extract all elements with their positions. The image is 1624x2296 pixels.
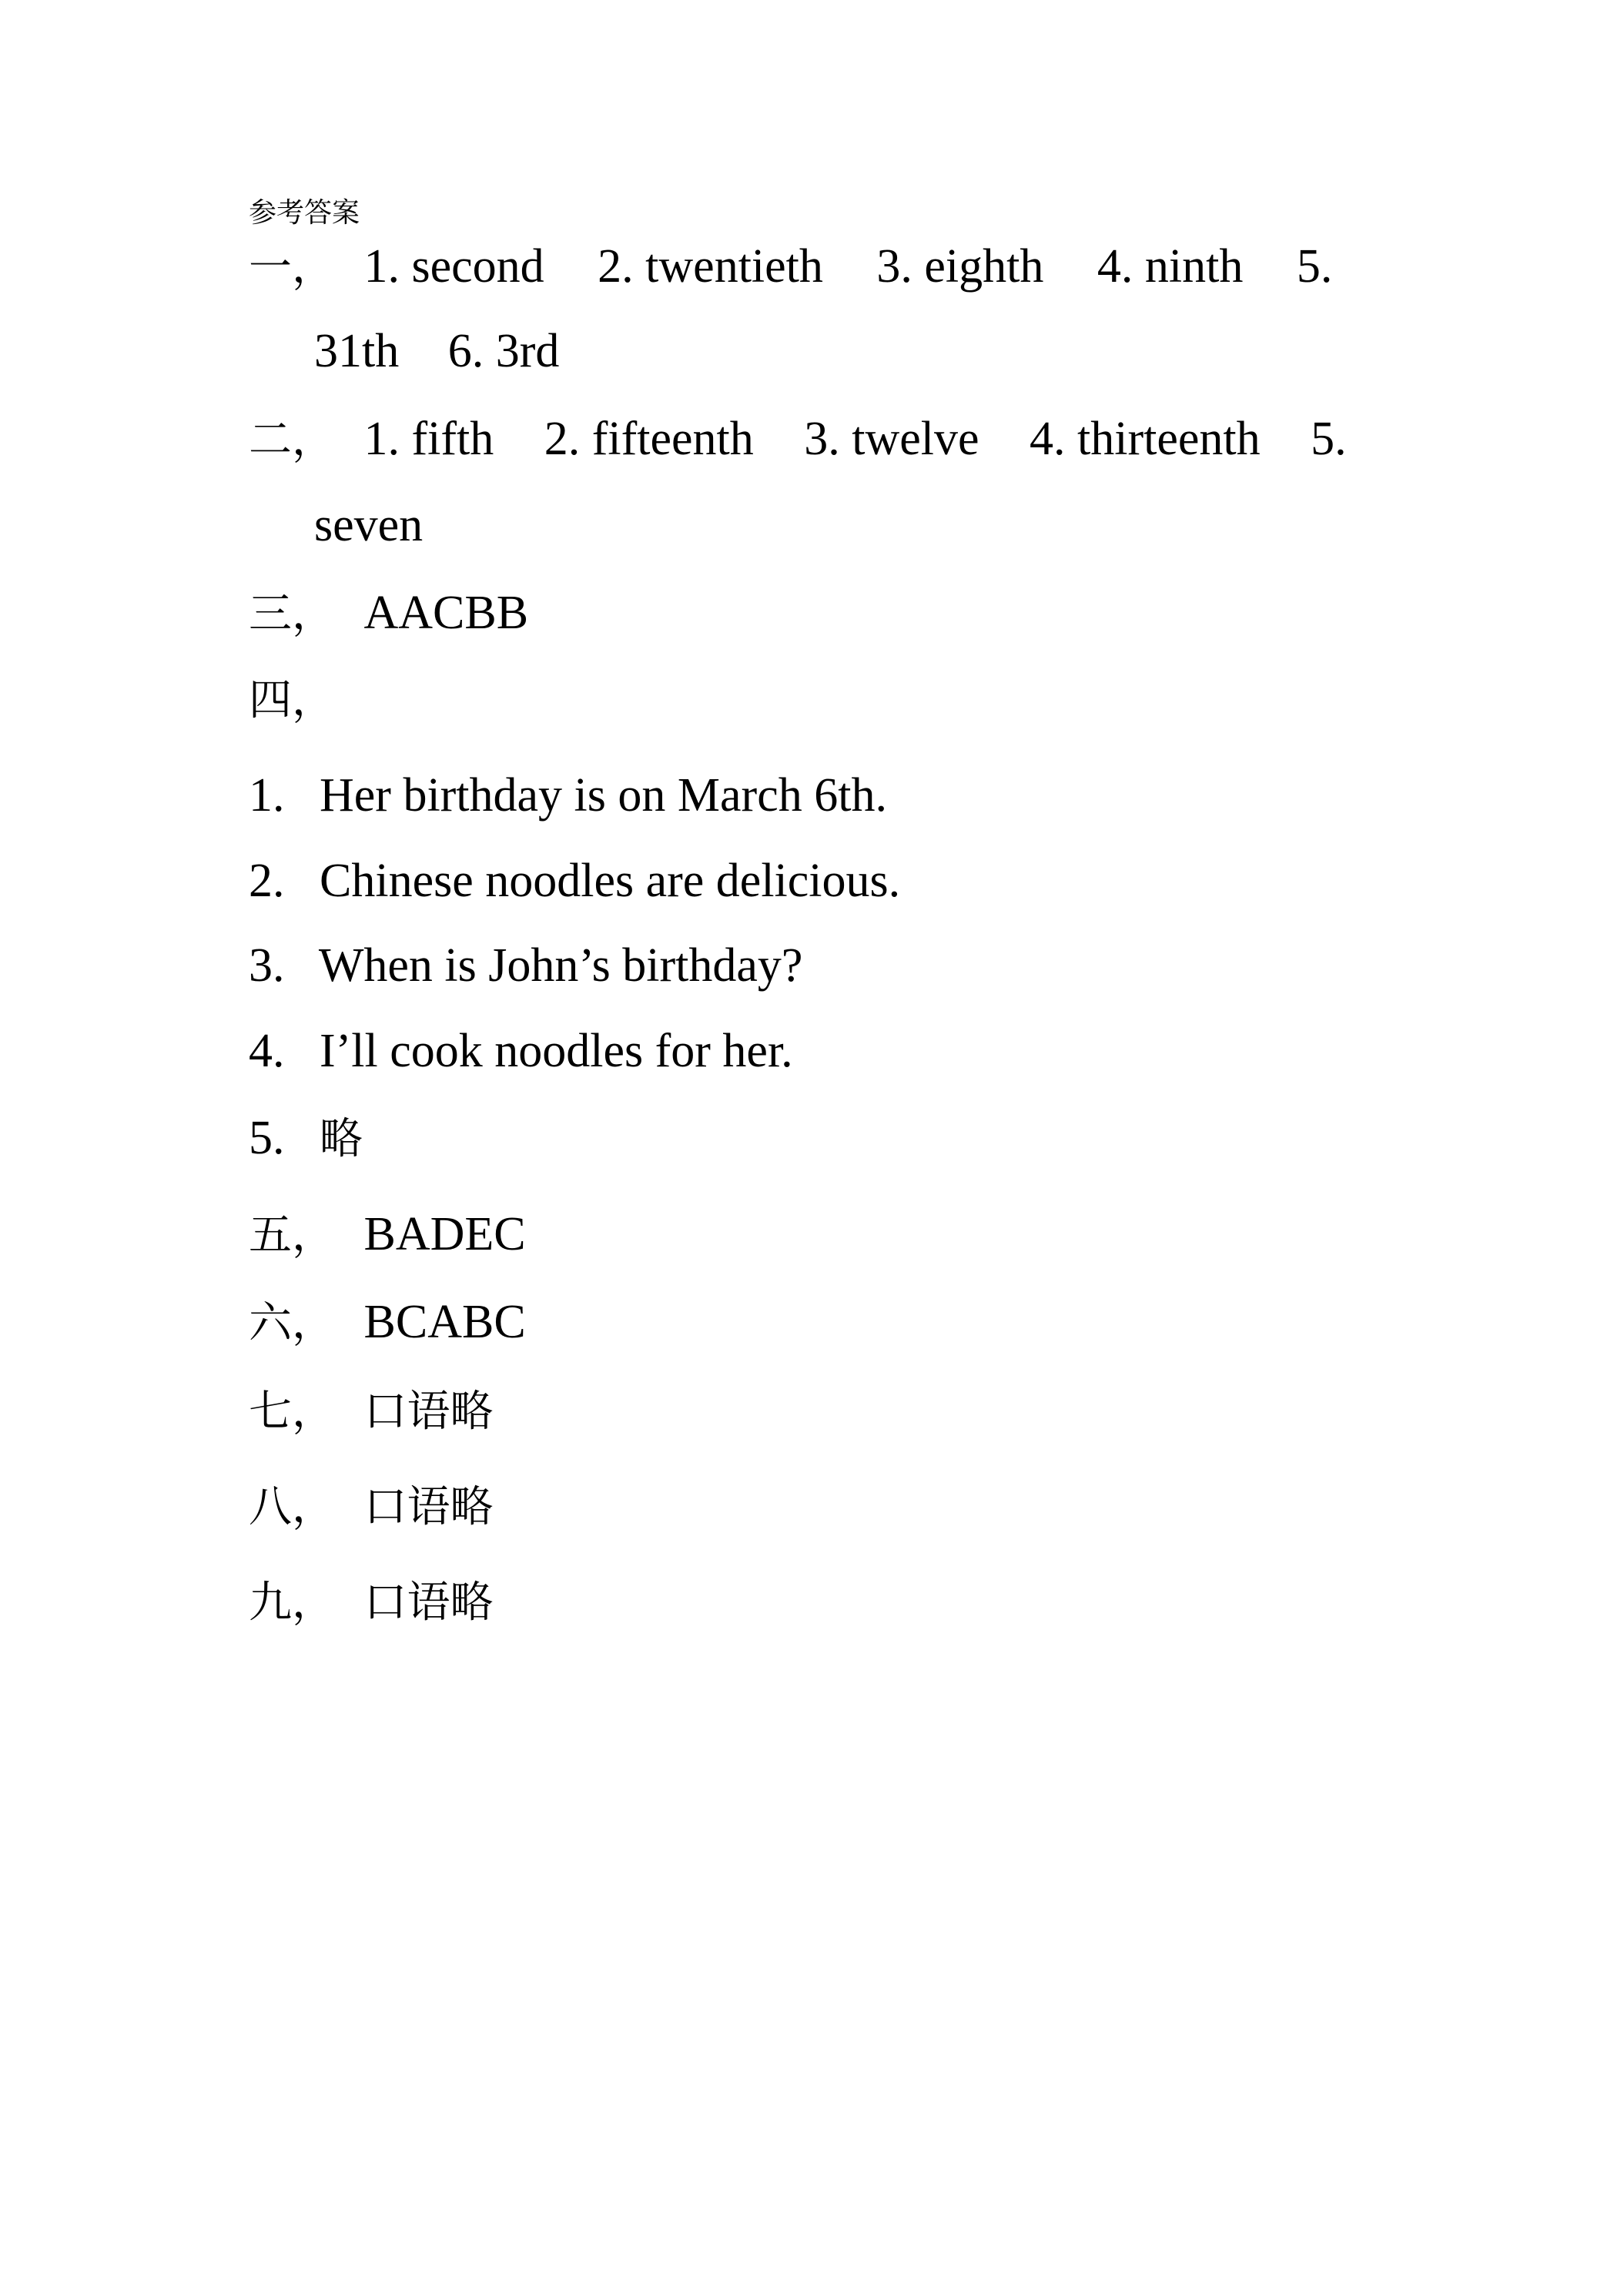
section-1-item-2: 2. twentieth bbox=[598, 240, 823, 293]
section-5-marker: 五， bbox=[249, 1210, 335, 1260]
section-7-answer: 口语略 bbox=[363, 1387, 494, 1437]
section-4-item-5-text: 略 bbox=[320, 1114, 363, 1164]
section-4-marker: 四， bbox=[249, 675, 335, 725]
section-6-marker: 六， bbox=[249, 1298, 335, 1348]
section-7-marker: 七， bbox=[249, 1387, 335, 1437]
section-6-line bbox=[249, 1293, 526, 1353]
section-4-item-3-text: When is John’s birthday? bbox=[318, 939, 803, 992]
section-1-line-2 bbox=[314, 322, 559, 380]
section-2-item-5: 5. bbox=[1311, 413, 1347, 465]
section-1-line-1 bbox=[249, 237, 1332, 297]
section-6-answer: BCABC bbox=[363, 1296, 526, 1348]
section-5-line bbox=[249, 1205, 526, 1265]
section-1-cont-1: 31th bbox=[314, 325, 400, 377]
section-1-item-1: 1. second bbox=[363, 240, 544, 293]
section-3-line bbox=[249, 584, 528, 644]
section-1-item-4: 4. ninth bbox=[1097, 240, 1244, 293]
section-4-marker-line bbox=[249, 670, 335, 730]
section-4-item-3 bbox=[249, 936, 802, 995]
section-9-marker: 九， bbox=[249, 1578, 335, 1628]
section-7-line bbox=[249, 1381, 494, 1441]
section-4-item-4-num: 4. bbox=[249, 1025, 285, 1077]
section-3-answer: AACBB bbox=[363, 587, 529, 639]
section-8-line bbox=[249, 1477, 494, 1537]
section-4-item-1-num: 1. bbox=[249, 769, 285, 822]
section-4-item-2-text: Chinese noodles are delicious. bbox=[320, 855, 901, 907]
section-3-marker: 三， bbox=[249, 589, 335, 639]
section-4-item-1 bbox=[249, 766, 887, 825]
section-5-answer: BADEC bbox=[363, 1208, 526, 1260]
section-8-marker: 八， bbox=[249, 1482, 335, 1532]
section-9-answer: 口语略 bbox=[363, 1578, 494, 1628]
section-2-marker: 二， bbox=[249, 415, 335, 465]
section-4-item-3-num: 3. bbox=[249, 939, 285, 992]
section-1-item-3: 3. eighth bbox=[876, 240, 1044, 293]
section-2-item-4: 4. thirteenth bbox=[1030, 413, 1261, 465]
section-2-item-2: 2. fifteenth bbox=[544, 413, 754, 465]
section-4-item-4 bbox=[249, 1022, 793, 1080]
section-4-item-2 bbox=[249, 852, 900, 910]
section-4-item-4-text: I’ll cook noodles for her. bbox=[320, 1025, 793, 1077]
page-heading: 参考答案 bbox=[249, 197, 360, 229]
section-2-line-2 bbox=[314, 496, 423, 554]
section-4-item-5 bbox=[249, 1109, 363, 1169]
section-8-answer: 口语略 bbox=[363, 1482, 494, 1532]
section-4-item-5-num: 5. bbox=[249, 1112, 285, 1164]
section-9-line bbox=[249, 1572, 494, 1632]
section-1-cont-2: 6. 3rd bbox=[447, 325, 560, 377]
section-2-item-1: 1. fifth bbox=[363, 413, 494, 465]
section-4-item-2-num: 2. bbox=[249, 855, 285, 907]
section-4-item-1-text: Her birthday is on March 6th. bbox=[320, 769, 887, 822]
section-2-item-3: 3. twelve bbox=[804, 413, 979, 465]
section-2-cont-1: seven bbox=[314, 499, 424, 551]
section-2-line-1 bbox=[249, 410, 1347, 470]
section-1-item-5: 5. bbox=[1296, 240, 1333, 293]
section-1-marker: 一， bbox=[249, 243, 335, 293]
